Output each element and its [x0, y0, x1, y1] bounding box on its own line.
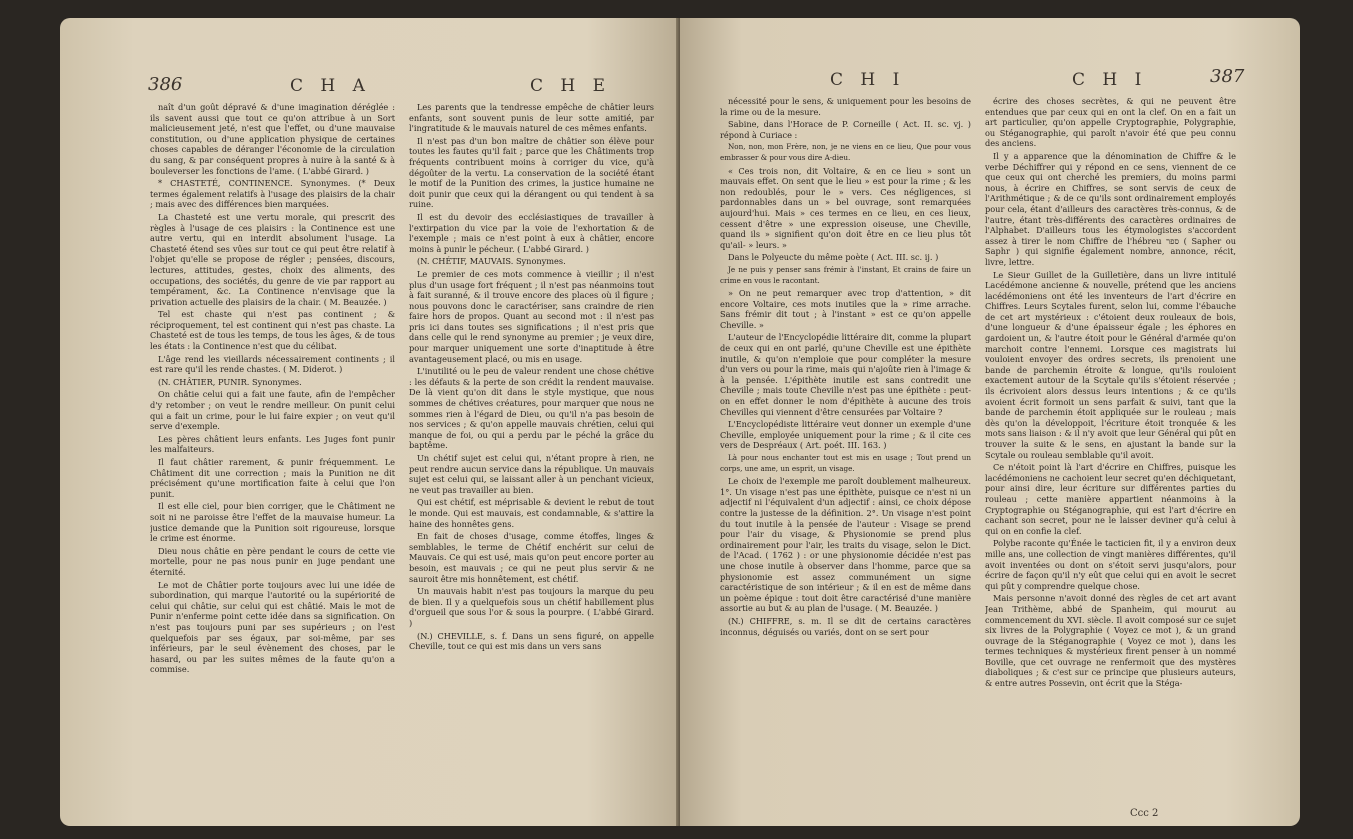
- paragraph: Le choix de l'exemple me paroît doublement malheureux. 1°. Un visage n'est pas une épithète, puisque ce n'est ni un adjectif ni l'équivalent d'un adjectif : ainsi, ce choix dépose contre la justesse de la définition. 2°. Un visage n'est point du tout inutile à la pensée de l'auteur : Visage se prend pour l'air du visage, & Physionomie se prend plus ordinairement pour l'air, les traits du visage, selon le Dict. de l'Acad. ( 1762 ) : or une physionomie décidée n'est pas une chose inutile à observer dans l'homme, parce que sa physionomie est assez communément un signe caractéristique de son intérieur ; & il en est de même dans un poème épique : tout doit être caractérisé d'une manière assortie au but & au plan de l'usage. ( M. Beauzée. ): [720, 476, 971, 614]
- running-header: C H I: [830, 70, 906, 90]
- text-column: [720, 96, 971, 826]
- text-column: [985, 96, 1236, 826]
- paragraph: Un chétif sujet est celui qui, n'étant propre à rien, ne peut rendre aucun service dans la république. Un mauvais sujet est celui qui, se laissant aller à un penchant vicieux, ne veut pas travailler au bien.: [409, 453, 654, 495]
- paragraph: Les parents que la tendresse empêche de châtier leurs enfants, sont souvent punis de leur sotte amitié, par l'ingratitude & le mauvais naturel de ces mêmes enfants.: [409, 102, 654, 134]
- paragraph: naît d'un goût dépravé & d'une imagination déréglée : ils savent aussi que tout ce qu'on attribue à un Sort malicieusement jeté, n'est que l'effet, ou d'une mauvaise constitution, ou d'une application physique de certaines choses capables de déranger l'économie de la circulation du sang, & par conséquent propres à nuire à la santé & à bouleverser les fonctions de l'ame. ( L'abbé Girard. ): [150, 102, 395, 176]
- text-column: [150, 102, 395, 826]
- paragraph: Il est elle ciel, pour bien corriger, que le Châtiment ne soit ni ne paroisse être l'effet de la mauvaise humeur. La justice demande que la Punition soit rigoureuse, lorsque le crime est énorme.: [150, 501, 395, 544]
- paragraph: Le Sieur Guillet de la Guilletière, dans un livre intitulé Lacédémone ancienne & nouvelle, prétend que les anciens lacédémoniens ont été les inventeurs de l'art d'écrire en Chiffres. Leurs Scytales furent, selon lui, comme l'ébauche de cet art mystérieux : c'étoient deux rouleaux de bois, d'une longueur & d'une épaisseur égale ; les éphores en gardoient un, & l'autre étoit pour le Général d'armée qu'on marchoit contre l'ennemi. Lorsque ces magistrats lui vouloient envoyer des ordres secrets, ils prenoient une bande de parchemin étroite & longue, qu'ils rouloient exactement autour de la Scytale qu'ils s'étoient réservée ; ils écrivoient alors dessus leurs intentions ; & ce qu'ils avoient écrit formoit un sens parfait & suivi, tant que la bande de parchemin étoit appliquée sur le rouleau ; mais dès qu'on la développoit, l'écriture étoit tronquée & les mots sans liaison : & il n'y avoit que leur Général qui pût en trouver la suite & le sens, en ajustant la bande sur la Scytale ou rouleau semblable qu'il avoit.: [985, 269, 1236, 460]
- paragraph: L'âge rend les vieillards nécessairement continents ; il est rare qu'il les rende chastes. ( M. Diderot. ): [150, 353, 395, 375]
- running-header: C H A: [290, 76, 371, 96]
- signature-mark: Ccc 2: [1130, 808, 1159, 819]
- left-page: [60, 18, 680, 826]
- page-number: 386: [148, 74, 183, 95]
- paragraph: Le mot de Châtier porte toujours avec lui une idée de subordination, qui marque l'autorité ou la supériorité de celui qui châtie, sur celui qui est châtié. Mais le mot de Punir n'enferme point cette idée dans sa signification. On n'est pas toujours puni par ses supérieurs ; on l'est quelquefois par ses égaux, par soi-même, par ses inférieurs, par le seul évènement des choses, par le hasard, ou par les suites mêmes de la faute qu'on a commise.: [150, 579, 395, 675]
- verse-quote: Là pour nous enchanter tout est mis en usage ; Tout prend un corps, une ame, un esprit, un visage.: [720, 453, 971, 473]
- paragraph: Un mauvais habit n'est pas toujours la marque du peu de bien. Il y a quelquefois sous un chétif habillement plus d'orgueil que sous l'or & sous la pourpre. ( L'abbé Girard. ): [409, 586, 654, 628]
- page-number: 387: [1210, 66, 1245, 87]
- verse-quote: Je ne puis y penser sans frémir à l'instant, Et crains de faire un crime en vous le racontant.: [720, 264, 971, 285]
- paragraph: L'Encyclopédiste littéraire veut donner un exemple d'une Cheville, employée uniquement pour la rime ; & il cite ces vers de Despréaux ( Art. poét. III. 163. ): [720, 419, 971, 451]
- paragraph: nécessité pour le sens, & uniquement pour les besoins de la rime ou de la mesure.: [720, 96, 971, 117]
- paragraph: Il faut châtier rarement, & punir fréquemment. Le Châtiment dit une correction ; mais la Punition ne dit précisément qu'une mortification faite à celui que l'on punit.: [150, 457, 395, 499]
- paragraph: Il y a apparence que la dénomination de Chiffre & le verbe Déchiffrer qui y répond en ce sens, viennent de ce que ceux qui ont cherché les premiers, du moins parmi nous, à écrire en Chiffres, se sont servis de ceux de l'Arithmétique ; & de ce qu'ils sont ordinairement employés pour cela, étant d'ailleurs des caractères très-connus, & de l'autre, étant très-différents des caractères ordinaires de l'Alphabet. D'ailleurs tous les étymologistes s'accordent assez à tirer le nom Chiffre de l'hébreu ספר ( Sapher ou Saphr ) qui signifie également nombre, annonce, récit, livre, lettre.: [985, 150, 1236, 267]
- paragraph: Sabine, dans l'Horace de P. Corneille ( Act. II. sc. vj. ) répond à Curiace :: [720, 119, 971, 140]
- paragraph: » On ne peut remarquer avec trop d'attention, » dit encore Voltaire, ces mots inutiles que la » rime arrache. Sans frémir dit tout ; à l'instant » est ce qu'on appelle Cheville. »: [720, 288, 971, 330]
- paragraph: Qui est chétif, est méprisable & devient le rebut de tout le monde. Qui est mauvais, est condamnable, & s'attire la haine des honnêtes gens.: [409, 497, 654, 529]
- paragraph: Dans le Polyeucte du même poète ( Act. III. sc. ij. ): [728, 252, 939, 263]
- paragraph: Le premier de ces mots commence à vieillir ; il n'est plus d'un usage fort fréquent ; il n'est pas néanmoins tout à fait suranné, & il trouve encore des places où il figure ; nous pouvons donc le caractériser, sans craindre de rien faire hors de propos. Quant au second mot : il n'est pas pris ici dans toutes ses significations ; il n'est pris que dans celle qui le rend synonyme au premier ; je veux dire, pour marquer uniquement une sorte d'inaptitude à être avantageusement placé, ou mis en usage.: [409, 268, 654, 364]
- paragraph: * CHASTETÉ, CONTINENCE. Synonymes. (* Deux termes également relatifs à l'usage des plaisirs de la chair ; mais avec des différences bien marquées.: [150, 178, 395, 210]
- paragraph: Il est du devoir des ecclésiastiques de travailler à l'extirpation du vice par la voie de l'exhortation & de l'exemple ; mais ce n'est point à eux à châtier, encore moins à punir le pécheur. ( L'abbé Girard. ): [409, 211, 654, 254]
- paragraph: Tel est chaste qui n'est pas continent ; & réciproquement, tel est continent qui n'est pas chaste. La Chasteté est de tous les temps, de tous les âges, & de tous les états : la Continence n'est que du célibat.: [150, 309, 395, 352]
- paragraph: Mais personne n'avoit donné des règles de cet art avant Jean Trithème, abbé de Spanheim, qui mourut au commencement du XVI. siècle. Il avoit composé sur ce sujet six livres de la Polygraphie ( Voyez ce mot ), & un grand ouvrage de la Stéganographie ( Voyez ce mot ), dans les termes techniques & mystérieux firent penser à un nommé Boville, que cet ouvrage ne renfermoit que des mystères diaboliques ; & c'est sur ce principe que plusieurs auteurs, & entre autres Possevin, ont écrit que la Stéga-: [985, 593, 1236, 689]
- verse-quote: Non, non, mon Frère, non, je ne viens en ce lieu, Que pour vous embrasser & pour vous dire A-dieu.: [720, 142, 971, 162]
- paragraph: L'inutilité ou le peu de valeur rendent une chose chétive : les défauts & la perte de son crédit la rendent mauvaise. De là vient qu'on dit dans le style mystique, que nous sommes de chétives créatures, pour marquer que nous ne sommes rien à l'égard de Dieu, ou qu'il n'a pas besoin de nos services ; & qu'on appelle mauvais chrétien, celui qui manque de foi, ou qui a perdu par le péché la grâce du baptême.: [409, 366, 654, 451]
- paragraph: Les pères châtient leurs enfants. Les Juges font punir les malfaiteurs.: [150, 433, 395, 455]
- paragraph: Ce n'étoit point là l'art d'écrire en Chiffres, puisque les lacédémoniens ne cachoient leur secret qu'en déchiquetant, pour ainsi dire, leur écriture sur différentes parties du rouleau ; cette manière appartient néanmoins à la Cryptographie ou Stéganographie, qui est l'art d'écrire en cachant son secret, pour ne le laisser deviner qu'à celui à qui on en confie la clef.: [985, 462, 1236, 536]
- paragraph: (N. CHÉTIF, MAUVAIS. Synonymes.: [417, 256, 566, 267]
- paragraph: Polybe raconte qu'Énée le tacticien fit, il y a environ deux mille ans, une collection de vingt manières différentes, qu'il avoit inventées ou dont on s'étoit servi jusqu'alors, pour écrire de façon qu'il n'y eût que celui qui en avoit le secret qui pût y comprendre quelque chose.: [985, 538, 1236, 591]
- paragraph: écrire des choses secrètes, & qui ne peuvent être entendues que par ceux qui en ont la clef. On en a fait un art particulier, qu'on appelle Cryptographie, Polygraphie, ou Stéganographie, qui paroît n'avoir été que peu connu des anciens.: [985, 96, 1236, 149]
- paragraph: (N. CHÂTIER, PUNIR. Synonymes.: [158, 376, 302, 387]
- paragraph: En fait de choses d'usage, comme étoffes, linges & semblables, le terme de Chétif enchérit sur celui de Mauvais. Ce qui est usé, mais qu'on peut encore porter au besoin, est mauvais ; ce qui ne peut plus servir & ne sauroit être mis honnêtement, est chétif.: [409, 531, 654, 584]
- running-header: C H E: [530, 76, 612, 96]
- right-page: [680, 18, 1300, 826]
- paragraph: Il n'est pas d'un bon maître de châtier son élève pour toutes les fautes qu'il fait ; parce que les Châtiments trop fréquents contribuent moins à corriger du vice, qu'à dégoûter de la vertu. La conservation de la société étant le motif de la Punition des crimes, la justice humaine ne doit punir que ceux qui la dérangent ou qui tendent à sa ruine.: [409, 135, 654, 210]
- paragraph: (N.) CHEVILLE, s. f. Dans un sens figuré, on appelle Cheville, tout ce qui est mis dans un vers sans: [409, 630, 654, 652]
- paragraph: On châtie celui qui a fait une faute, afin de l'empêcher d'y retomber ; on veut le rendre meilleur. On punit celui qui a fait un crime, pour le lui faire expier ; on veut qu'il serve d'exemple.: [150, 389, 395, 432]
- running-header: C H I: [1072, 70, 1148, 90]
- paragraph: L'auteur de l'Encyclopédie littéraire dit, comme la plupart de ceux qui en ont parlé, qu'une Cheville est une épithète inutile, & qu'on n'emploie que pour compléter la mesure d'un vers ou pour la rime, mais qui n'ajoûte rien à l'image & à la pensée. L'épithète inutile est sans contredit une Cheville ; mais toute Cheville n'est pas une épithète : peut-on en effet donner le nom d'épithète à aucune des trois Chevilles qui viennent d'être censurées par Voltaire ?: [720, 332, 971, 417]
- paragraph: La Chasteté est une vertu morale, qui prescrit des règles à l'usage de ces plaisirs : la Continence est une autre vertu, qui en interdit absolument l'usage. La Chasteté étend ses vûes sur tout ce qui peut être relatif à l'objet qu'elle se propose de régler ; pensées, discours, lectures, attitudes, gestes, choix des aliments, des occupations, des sociétés, du genre de vie par rapport au tempérament, &c. La Continence n'envisage que la privation actuelle des plaisirs de la chair. ( M. Beauzée. ): [150, 211, 395, 307]
- paragraph: (N.) CHIFFRE, s. m. Il se dit de certains caractères inconnus, déguisés ou variés, dont on se sert pour: [720, 615, 971, 637]
- text-column: [409, 102, 654, 826]
- paragraph: « Ces trois non, dit Voltaire, & en ce lieu » sont un mauvais effet. On sent que le lieu » est pour la rime ; & les non redoublés, pour le » vers. Ces négligences, si pardonnables dans un » bel ouvrage, sont remarquées aujourd'hui. Mais » ces termes en ce lieu, en ces lieux, cessent d'être » une expression oiseuse, une Cheville, quand ils » signifient qu'on doit être en ce lieu plus tôt qu'ail- » leurs. »: [720, 165, 971, 250]
- paragraph: Dieu nous châtie en père pendant le cours de cette vie mortelle, pour ne pas nous punir en juge pendant une éternité.: [150, 545, 395, 577]
